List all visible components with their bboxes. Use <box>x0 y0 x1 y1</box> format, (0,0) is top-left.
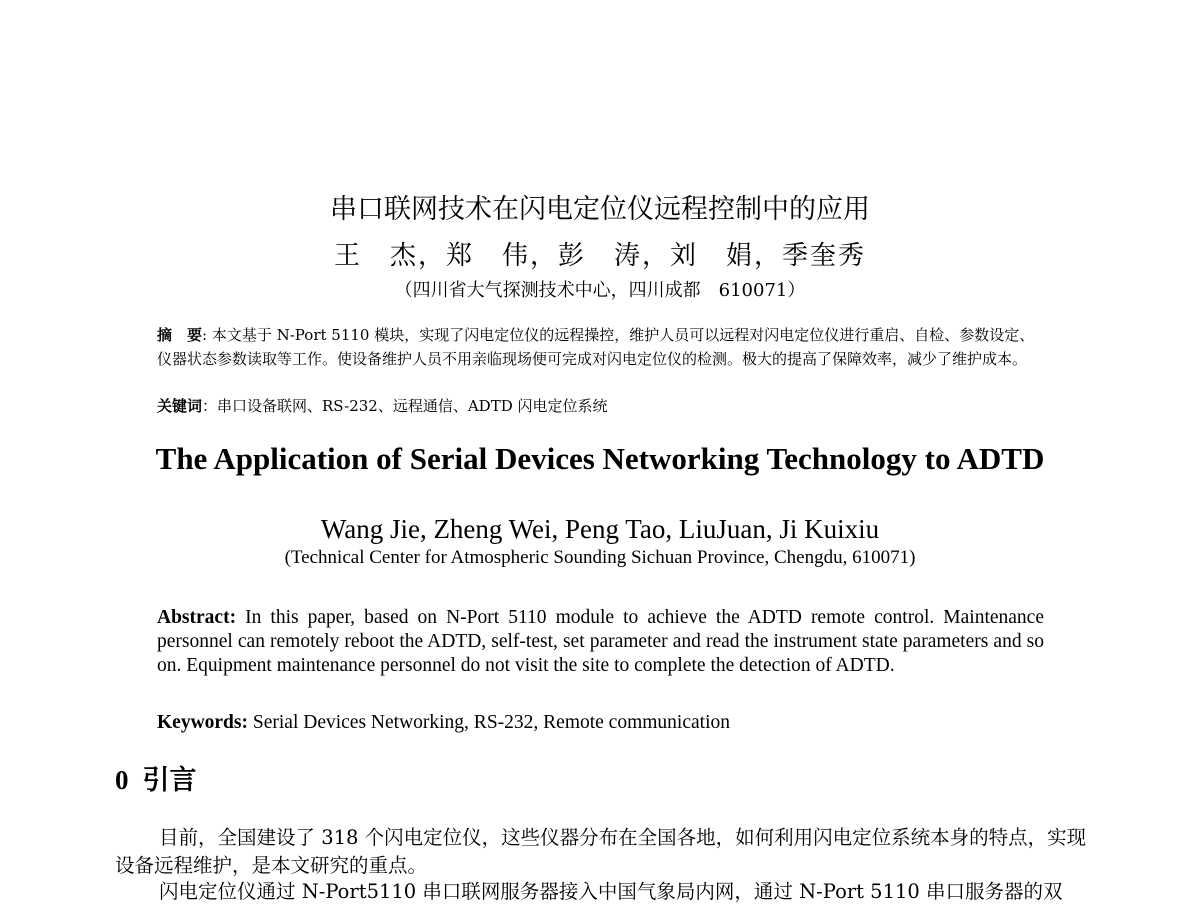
english-keywords <box>157 710 730 736</box>
chinese-affiliation: （四川省大气探测技术中心，四川成都 610071） <box>394 280 806 301</box>
english-keywords-label: Keywords: <box>157 712 248 733</box>
section-number: 0 <box>115 765 129 795</box>
english-abstract-label: Abstract: <box>157 607 237 628</box>
english-authors: Wang Jie, Zheng Wei, Peng Tao, LiuJuan, Ji Kuixiu <box>320 514 880 544</box>
english-abstract <box>157 606 1044 678</box>
chinese-keywords-text: ：串口设备联网、RS-232、远程通信、ADTD 闪电定位系统 <box>202 397 608 415</box>
body-paragraph-1: 目前，全国建设了 318 个闪电定位仪，这些仪器分布在全国各地，如何利用闪电定位系统本身的特点，实现设备远程维护，是本文研究的重点。 <box>115 826 1087 877</box>
chinese-authors: 王 杰，郑 伟，彭 涛，刘 娟，季奎秀 <box>333 241 866 271</box>
english-keywords-text: Serial Devices Networking, RS-232, Remote communication <box>248 712 730 733</box>
chinese-title: 串口联网技术在闪电定位仪远程控制中的应用 <box>330 194 870 225</box>
body-paragraph-2: 闪电定位仪通过 N-Port5110 串口联网服务器接入中国气象局内网，通过 N-Port 5110 串口服务器的双 <box>159 880 1063 903</box>
english-abstract-text: In this paper, based on N-Port 5110 module to achieve the ADTD remote control. Maintenance personnel can remotely reboot the ADTD, self-test, set parameter and read the instrument state parameters and so on. Equipment maintenance personnel do not visit the site to complete the detection of ADTD. <box>157 607 1044 676</box>
chinese-abstract-text: : 本文基于 N-Port 5110 模块，实现了闪电定位仪的远程操控，维护人员可以远程对闪电定位仪进行重启、自检、参数设定、仪器状态参数读取等工作。使设备维护人员不用亲临现场便可完成对闪电定位仪的检测。极大的提高了保障效率，减少了维护成本。 <box>157 326 1035 368</box>
english-affiliation: (Technical Center for Atmospheric Sounding Sichuan Province, Chengdu, 610071) <box>284 547 916 568</box>
chinese-keywords <box>157 395 1047 419</box>
chinese-keywords-label: 关键词 <box>157 397 203 415</box>
section-heading <box>115 762 197 798</box>
section-title: 引言 <box>142 765 197 795</box>
chinese-abstract <box>157 324 1047 371</box>
english-title: The Application of Serial Devices Networking Technology to ADTD <box>155 441 1045 476</box>
chinese-abstract-label: 摘 要 <box>157 326 203 344</box>
